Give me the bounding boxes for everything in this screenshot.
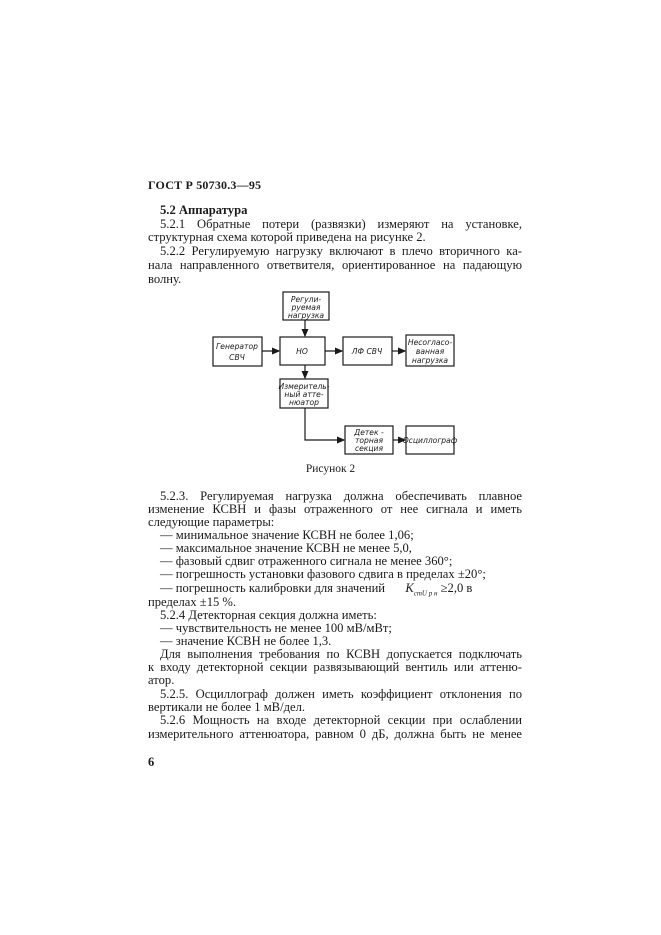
para-5-2-1-line2: структурная схема которой приведена на рисунке 2. [148,230,426,244]
label-attenuator-1: Измеритель- [278,382,330,391]
para-5-2-4-line3: к входу детекторной секции развязывающий вентиль или аттеню- [148,660,522,674]
para-5-2-3-item4: — погрешность установки фазового сдвига в пределах ±20°; [160,567,486,581]
page-number: 6 [148,755,155,769]
document-header: ГОСТ Р 50730.3—95 [148,178,262,192]
label-generator-1: Генератор [216,342,258,351]
para-5-2-5-line1: 5.2.5. Осциллограф должен иметь коэффициент отклонения по [160,687,522,701]
para-5-2-4-item2: — значение КСВН не более 1,3. [160,634,332,648]
para-5-2-5-line2: вертикали не более 1 мВ/дел. [148,700,306,714]
para-5-2-3-line3: следующие параметры: [148,515,275,529]
label-attenuator-2: ный атте- [284,390,324,399]
label-unmatched-load-1: Несогласо- [407,338,453,347]
k-subscript: стU р н [413,589,438,598]
label-detector-3: секция [354,444,384,453]
para-5-2-4-item1: — чувствительность не менее 100 мВ/мВт; [160,621,392,635]
para-5-2-6-line2: измерительного аттенюатора, равном 0 дБ, должна быть не менее [148,727,522,741]
para-5-2-4-line1: 5.2.4 Детекторная секция должна иметь: [160,608,377,622]
para-5-2-3-item2: — максимальное значение КСВН не менее 5,0, [160,541,412,555]
k-symbol: K [405,581,414,595]
label-attenuator-3: нюатор [289,398,319,407]
label-no: НО [296,347,308,356]
para-5-2-6-line1: 5.2.6 Мощность на входе детекторной секции при ослаблении [160,713,522,727]
para-5-2-3-item5-cont: пределах ±15 %. [148,595,237,609]
para-5-2-4-line4: атор. [148,673,175,687]
label-detector-1: Детек - [354,428,384,437]
para-5-2-3-item1: — минимальное значение КСВН не более 1,06; [160,528,414,542]
item5-text: — погрешность калибровки для значений [160,581,386,595]
label-detector-2: торная [354,436,384,445]
label-regulated-load-3: нагрузка [287,311,325,320]
label-generator-2: СВЧ [229,353,245,362]
para-5-2-3-item3: — фазовый сдвиг отраженного сигнала не менее 360°; [160,554,453,568]
para-5-2-2-line1: 5.2.2 Регулируемую нагрузку включают в плечо вторичного ка- [160,244,522,258]
para-5-2-3-line2: изменение КСВН и фазы отраженного от нее сигнала и иметь [148,502,522,516]
label-oscilloscope: Осциллограф [402,436,458,445]
label-regulated-load-1: Регули- [290,295,322,304]
label-unmatched-load-3: нагрузка [411,356,449,365]
label-unmatched-load-2: ванная [415,347,445,356]
label-regulated-load-2: руемая [291,303,321,312]
para-5-2-2-line3: волну. [148,272,182,286]
item5-value: ≥2,0 в [440,581,473,595]
label-lpf: ЛФ СВЧ [351,347,383,356]
para-5-2-1-line1: 5.2.1 Обратные потери (развязки) измеряют на установке, [160,217,522,231]
para-5-2-3-line1: 5.2.3. Регулируемая нагрузка должна обеспечивать плавное [160,489,522,503]
figure-caption: Рисунок 2 [305,463,356,475]
para-5-2-4-line2: Для выполнения требования по КСВН допускается подключать [160,647,522,661]
para-5-2-2-line2: нала направленного ответвителя, ориентированное на падающую [148,258,522,272]
section-title: 5.2 Аппаратура [160,203,248,217]
